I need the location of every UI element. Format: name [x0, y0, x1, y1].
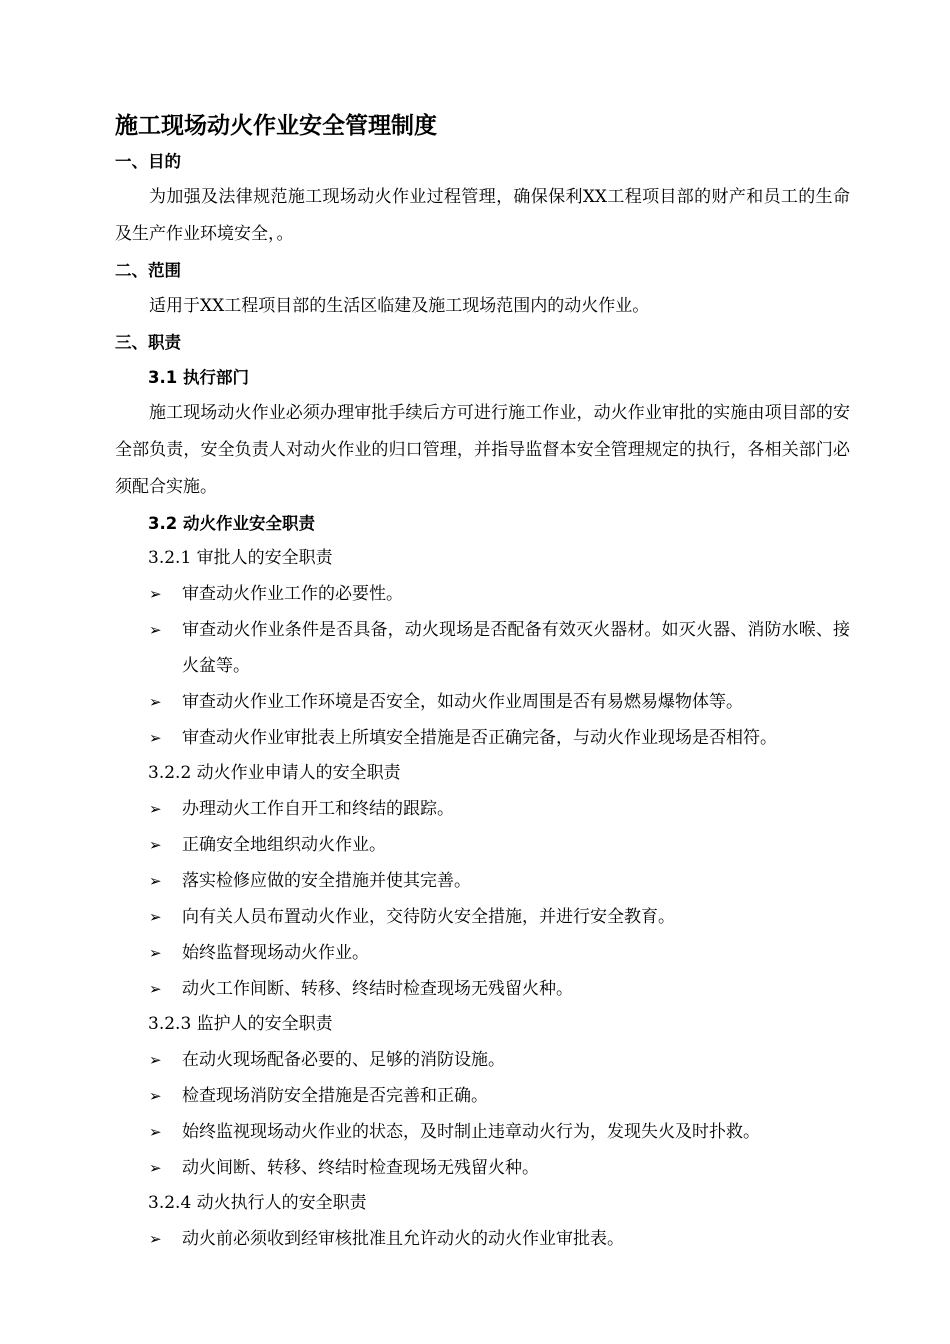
arrow-bullet-icon: ➢ [149, 980, 162, 998]
subsection-heading-safety-duties: 3.2 动火作业安全职责 [148, 514, 315, 533]
guardian-duties-list [115, 1042, 850, 1186]
list-item: ➢ 动火前必须收到经审核批准且允许动火的动火作业审批表。 [115, 1221, 850, 1257]
list-item: ➢ 审查动火作业审批表上所填安全措施是否正确完备，与动火作业现场是否相符。 [115, 720, 850, 756]
document-page [115, 108, 850, 1257]
executor-duties-heading: 3.2.4 动火执行人的安全职责 [148, 1193, 367, 1213]
arrow-bullet-icon: ➢ [149, 1051, 162, 1069]
executor-duties-list [115, 1221, 850, 1257]
document-title: 施工现场动火作业安全管理制度 [115, 113, 437, 139]
exec-dept-paragraph: 施工现场动火作业必须办理审批手续后方可进行施工作业，动火作业审批的实施由项目部的安全部负责，安全负责人对动火作业的归口管理，并指导监督本安全管理规定的执行，各相关部门必须配合实施。 [115, 403, 850, 497]
list-item: ➢ 审查动火作业工作环境是否安全，如动火作业周围是否有易燃易爆物体等。 [115, 684, 850, 720]
list-item: ➢ 办理动火工作自开工和终结的跟踪。 [115, 791, 850, 827]
arrow-bullet-icon: ➢ [149, 908, 162, 926]
guardian-duties-heading: 3.2.3 监护人的安全职责 [148, 1014, 333, 1034]
arrow-bullet-icon: ➢ [149, 729, 162, 747]
arrow-bullet-icon: ➢ [149, 1159, 162, 1177]
arrow-bullet-icon: ➢ [149, 836, 162, 854]
list-item: ➢ 动火工作间断、转移、终结时检查现场无残留火种。 [115, 971, 850, 1007]
subsection-heading-exec-dept: 3.1 执行部门 [148, 368, 249, 387]
list-item: ➢ 审查动火作业条件是否具备，动火现场是否配备有效灭火器材。如灭火器、消防水喉、接火盆等。 [115, 612, 850, 684]
list-item: ➢ 正确安全地组织动火作业。 [115, 827, 850, 863]
list-item: ➢ 动火间断、转移、终结时检查现场无残留火种。 [115, 1150, 850, 1186]
arrow-bullet-icon: ➢ [149, 1230, 162, 1248]
arrow-bullet-icon: ➢ [149, 1087, 162, 1105]
list-item: ➢ 始终监视现场动火作业的状态，及时制止违章动火行为，发现失火及时扑救。 [115, 1114, 850, 1150]
list-item: ➢ 审查动火作业工作的必要性。 [115, 576, 850, 612]
list-item: ➢ 始终监督现场动火作业。 [115, 935, 850, 971]
approver-duties-heading: 3.2.1 审批人的安全职责 [148, 548, 333, 568]
section-heading-scope: 二、范围 [115, 261, 181, 280]
arrow-bullet-icon: ➢ [149, 800, 162, 818]
applicant-duties-heading: 3.2.2 动火作业申请人的安全职责 [148, 763, 401, 783]
purpose-paragraph: 为加强及法律规范施工现场动火作业过程管理，确保保利XX工程项目部的财产和员工的生命及生产作业环境安全，。 [115, 187, 850, 244]
scope-paragraph: 适用于XX工程项目部的生活区临建及施工现场范围内的动火作业。 [149, 296, 650, 316]
list-item: ➢ 检查现场消防安全措施是否完善和正确。 [115, 1078, 850, 1114]
approver-duties-list [115, 576, 850, 756]
arrow-bullet-icon: ➢ [149, 585, 162, 603]
arrow-bullet-icon: ➢ [149, 693, 162, 711]
section-heading-purpose: 一、目的 [115, 152, 181, 171]
list-item: ➢ 在动火现场配备必要的、足够的消防设施。 [115, 1042, 850, 1078]
list-item: ➢ 落实检修应做的安全措施并使其完善。 [115, 863, 850, 899]
arrow-bullet-icon: ➢ [149, 872, 162, 890]
list-item: ➢ 向有关人员布置动火作业，交待防火安全措施，并进行安全教育。 [115, 899, 850, 935]
arrow-bullet-icon: ➢ [149, 1123, 162, 1141]
applicant-duties-list [115, 791, 850, 1007]
section-heading-duties: 三、职责 [115, 333, 181, 352]
arrow-bullet-icon: ➢ [149, 944, 162, 962]
arrow-bullet-icon: ➢ [149, 621, 162, 639]
